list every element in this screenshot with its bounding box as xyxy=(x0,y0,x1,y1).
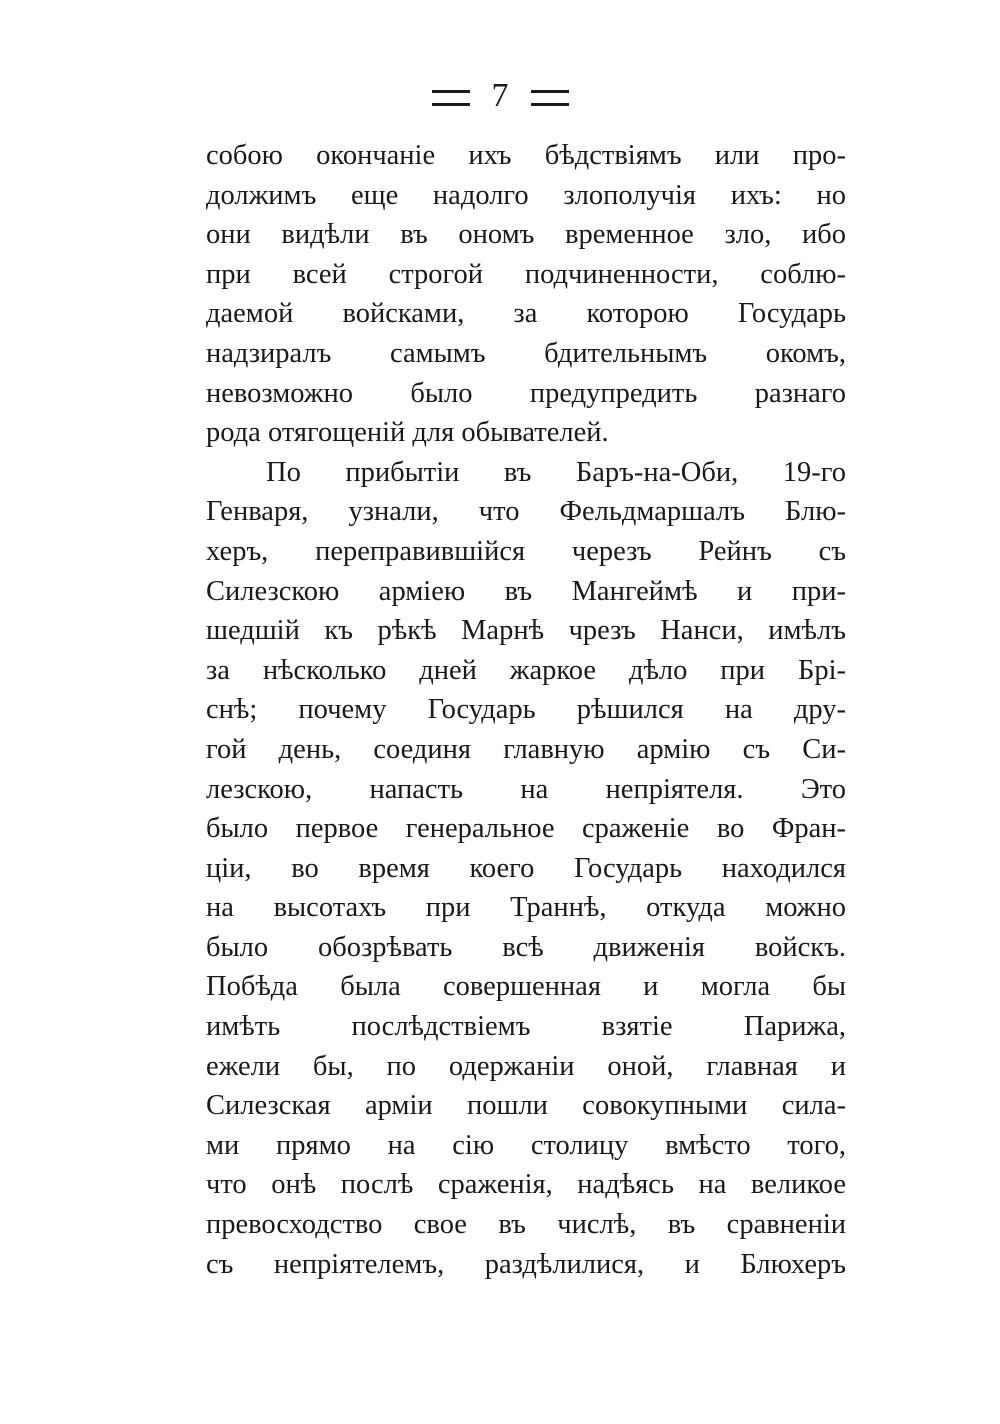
text-line: на высотахъ при Траннѣ, откуда можно xyxy=(206,892,846,924)
text-line: По прибытіи въ Баръ-на-Оби, 19-го xyxy=(266,456,846,488)
text-line: Силезскою арміею въ Мангеймѣ и при- xyxy=(206,575,846,607)
text-line: рода отягощеній для обывателей. xyxy=(206,417,609,449)
text-line: шедшій къ рѣкѣ Марнѣ чрезъ Нанси, имѣлъ xyxy=(206,615,846,647)
text-line: превосходство свое въ числѣ, въ сравненіи xyxy=(206,1209,846,1241)
text-line: снѣ; почему Государь рѣшился на дру- xyxy=(206,694,846,726)
text-line: имѣть послѣдствіемъ взятіе Парижа, xyxy=(206,1011,846,1043)
text-line: ціи, во время коего Государь находился xyxy=(206,852,846,884)
header-rule-right xyxy=(531,90,569,106)
text-line: они видѣли въ ономъ временное зло, ибо xyxy=(206,219,846,251)
text-line: Силезская арміи пошли совокупными сила- xyxy=(206,1090,846,1122)
text-line: даемой войсками, за которою Государь xyxy=(206,298,846,330)
text-line: при всей строгой подчиненности, соблю- xyxy=(206,258,846,290)
text-line: надзиралъ самымъ бдительнымъ окомъ, xyxy=(206,337,846,369)
text-line: было первое генеральное сраженіе во Фран- xyxy=(206,813,846,845)
page-header xyxy=(0,74,1000,116)
text-line: Генваря, узнали, что Фельдмаршалъ Блю- xyxy=(206,496,846,528)
text-line: невозможно было предупредить разнаго xyxy=(206,377,846,409)
text-line: было обозрѣвать всѣ движенія войскъ. xyxy=(206,931,846,963)
text-line: Побѣда была совершенная и могла бы xyxy=(206,971,846,1003)
text-line: ежели бы, по одержаніи оной, главная и xyxy=(206,1050,846,1082)
text-line: лезскою, напасть на непріятеля. Это xyxy=(206,773,846,805)
page-number: 7 xyxy=(491,77,509,114)
text-line: ми прямо на сію столицу вмѣсто того, xyxy=(206,1129,846,1161)
text-line: что онѣ послѣ сраженія, надѣясь на великое xyxy=(206,1169,846,1201)
text-line: за нѣсколько дней жаркое дѣло при Брі- xyxy=(206,654,846,686)
text-line: гой день, соединя главную армію съ Си- xyxy=(206,733,846,765)
text-line: херъ, переправившійся черезъ Рейнъ съ xyxy=(206,535,846,567)
body-text xyxy=(206,136,846,1284)
text-line: должимъ еще надолго злополучія ихъ: но xyxy=(206,179,846,211)
text-line: собою окончаніе ихъ бѣдствіямъ или про- xyxy=(206,140,846,171)
text-line: съ непріятелемъ, раздѣлилися, и Блюхеръ xyxy=(206,1248,846,1280)
header-rule-left xyxy=(432,90,470,106)
